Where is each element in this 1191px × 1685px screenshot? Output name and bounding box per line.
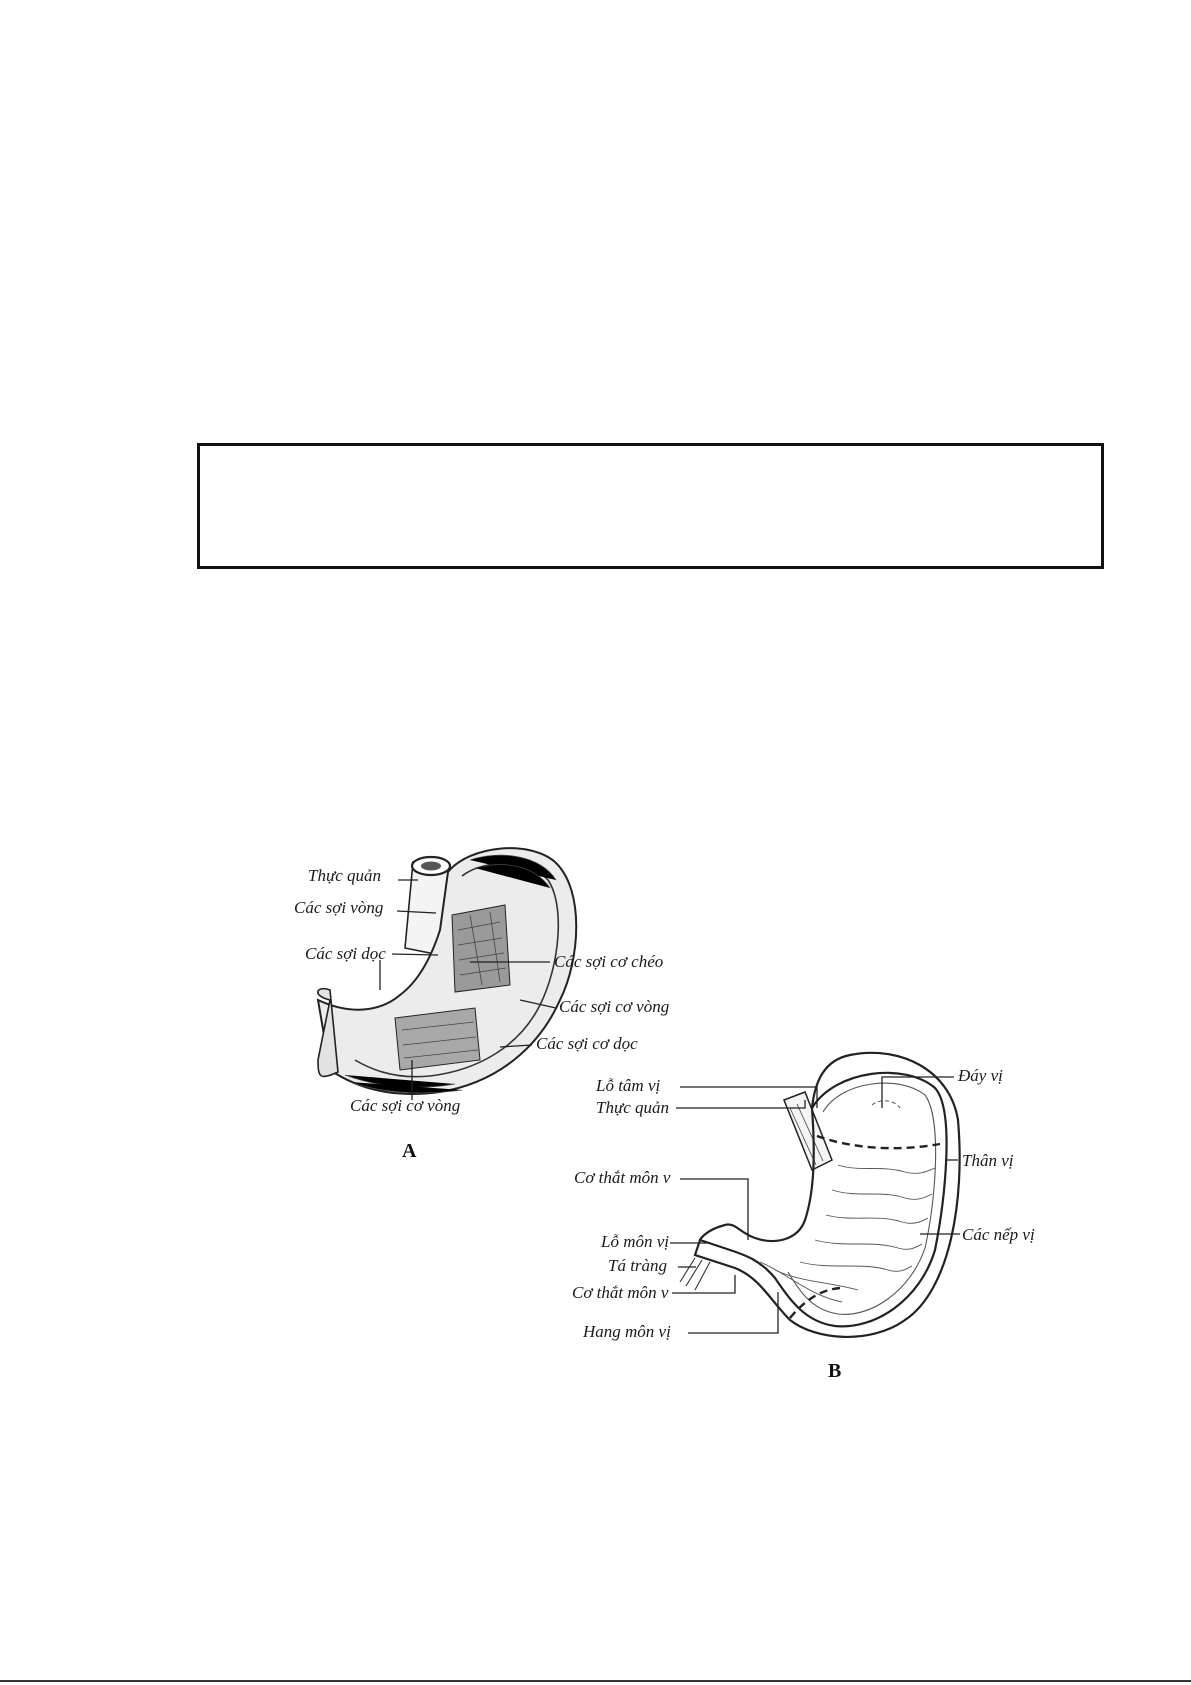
label-b-cac-nep-vi: Các nếp vị	[962, 1225, 1035, 1244]
stomach-b-illustration	[680, 1053, 960, 1337]
label-b-ta-trang: Tá tràng	[608, 1256, 668, 1275]
label-b-than-vi: Thân vị	[962, 1151, 1014, 1170]
label-b-hang-mon-vi: Hang môn vị	[583, 1322, 671, 1341]
label-a-cac-soi-doc: Các sợi dọc	[305, 944, 386, 963]
label-a-cac-soi-co-doc: Các sợi cơ dọc	[536, 1034, 638, 1053]
label-a-thuc-quan: Thực quản	[308, 866, 382, 885]
label-a-cac-soi-vong: Các sợi vòng	[294, 898, 384, 917]
label-b-lo-tam-vi: Lỗ tâm vị	[596, 1076, 661, 1095]
label-b-co-that-mon-vi-bottom: Cơ thắt môn v	[572, 1283, 669, 1302]
panel-letter-a: A	[402, 1140, 417, 1162]
label-a-cac-soi-co-vong-bottom: Các sợi cơ vòng	[350, 1096, 461, 1115]
panel-letter-b: B	[828, 1360, 842, 1382]
label-a-cac-soi-co-cheo: Các sợi cơ chéo	[554, 952, 664, 971]
page-bottom-rule	[0, 1680, 1191, 1682]
label-b-thuc-quan: Thực quản	[596, 1098, 670, 1117]
label-a-cac-soi-co-vong-right: Các sợi cơ vòng	[559, 997, 670, 1016]
stomach-a-illustration	[318, 848, 576, 1094]
label-b-day-vi: Đáy vị	[958, 1066, 1003, 1085]
label-b-lo-mon-vi: Lỗ môn vị	[601, 1232, 669, 1251]
label-b-co-that-mon-vi-top: Cơ thắt môn v	[574, 1168, 671, 1187]
